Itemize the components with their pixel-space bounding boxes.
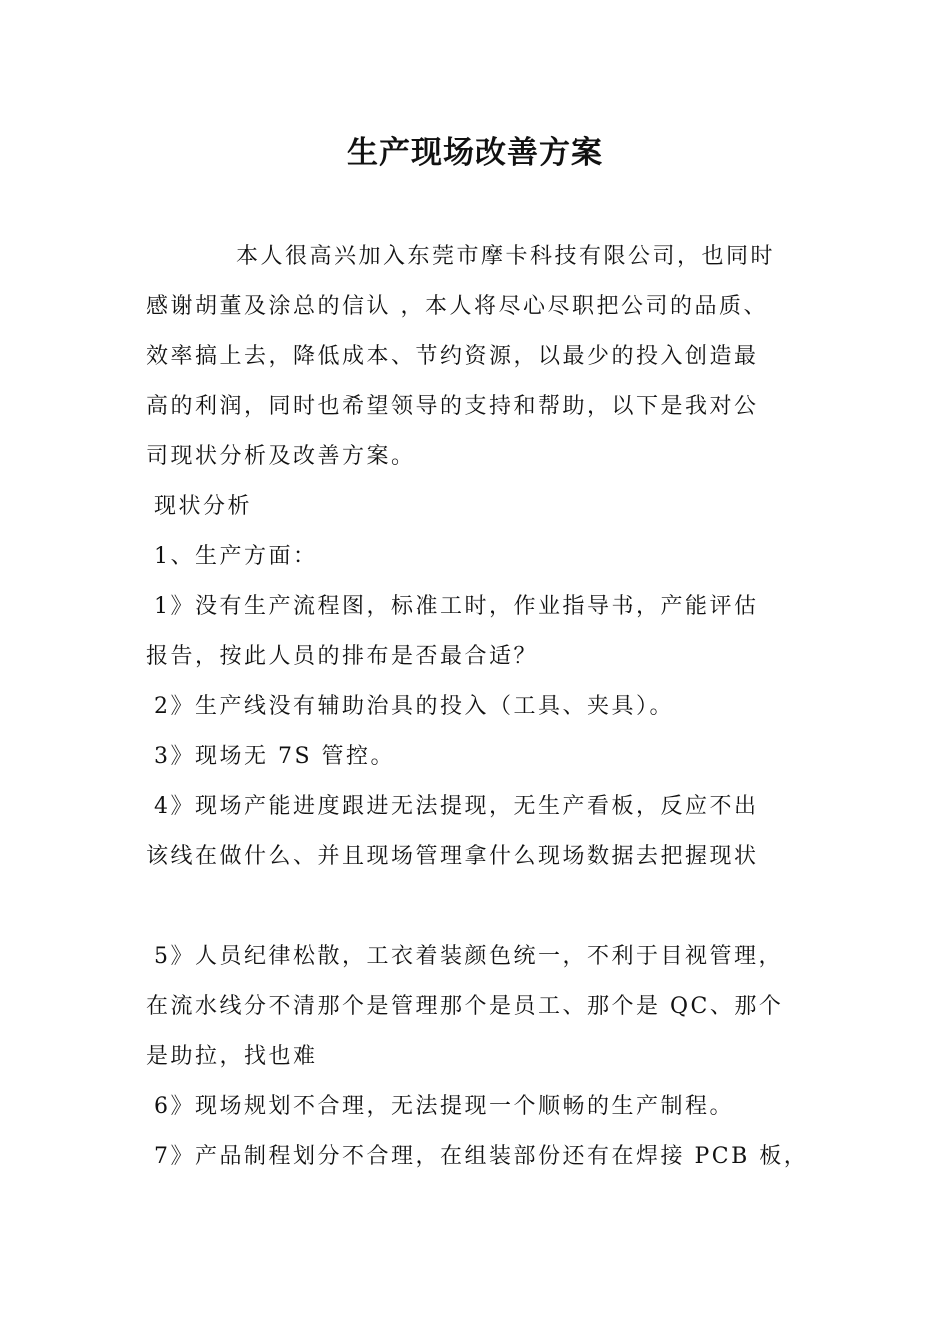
list-item-5-line-1: 5》人员纪律松散，工衣着装颜色统一，不利于目视管理， [154,944,783,969]
list-item-2: 2》生产线没有辅助治具的投入（工具、夹具）。 [154,694,674,719]
list-item-5-line-2: 在流水线分不清那个是管理那个是员工、那个是 QC、那个 [146,994,784,1019]
list-item-7: 7》产品制程划分不合理，在组装部份还有在焊接 PCB 板， [154,1144,809,1169]
analysis-section [146,482,816,882]
list-item-5-line-3: 是助拉，找也难 [146,1044,318,1069]
intro-line: 效率搞上去，降低成本、节约资源，以最少的投入创造最 [146,344,759,369]
list-item-6: 6》现场规划不合理，无法提现一个顺畅的生产制程。 [154,1094,734,1119]
list-item-1-line-2: 报告，按此人员的排布是否最合适？ [146,644,539,669]
document-title: 生产现场改善方案 [347,135,603,171]
list-item-1-line-1: 1》没有生产流程图，标准工时，作业指导书，产能评估 [154,594,759,619]
intro-line: 感谢胡董及涂总的信认 ，本人将尽心尽职把公司的品质、 [146,294,768,319]
list-item-4-line-2: 该线在做什么、并且现场管理拿什么现场数据去把握现状 [146,844,759,869]
analysis-section-continued [146,932,816,1182]
intro-line: 高的利润，同时也希望领导的支持和帮助，以下是我对公 [146,394,759,419]
intro-line: 司现状分析及改善方案。 [146,444,416,469]
intro-line: 本人很高兴加入东莞市摩卡科技有限公司，也同时 [236,244,776,269]
subsection-heading: 1、生产方面： [154,544,318,569]
intro-paragraph [146,232,816,482]
list-item-3: 3》现场无 7S 管控。 [154,744,396,769]
section-heading: 现状分析 [154,494,253,519]
list-item-4-line-1: 4》现场产能进度跟进无法提现，无生产看板，反应不出 [154,794,759,819]
